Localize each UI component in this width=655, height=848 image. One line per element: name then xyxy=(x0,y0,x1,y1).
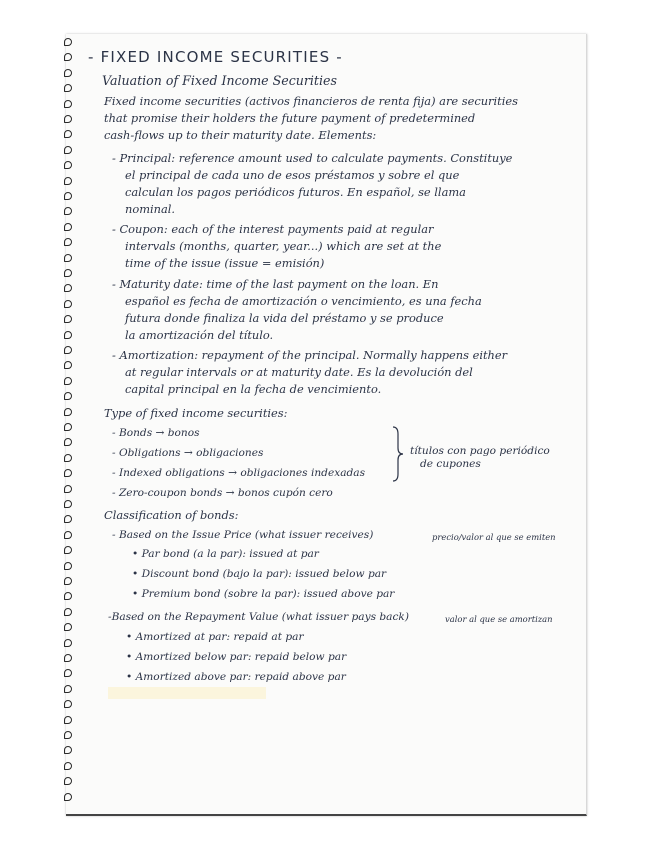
brace-note-line: títulos con pago periódico xyxy=(410,445,550,457)
issue-price-note: precio/valor al que se emiten xyxy=(432,532,556,542)
issue-price-label: - Based on the Issue Price (what issuer receives) xyxy=(112,529,374,541)
spiral-ring xyxy=(64,562,72,570)
element-principal-line: - Principal: reference amount used to calculate payments. Constituye xyxy=(112,151,513,165)
spiral-ring xyxy=(64,731,72,739)
element-principal-line: nominal. xyxy=(125,202,176,216)
element-coupon-line: - Coupon: each of the interest payments paid at regular xyxy=(112,222,434,236)
spiral-ring xyxy=(64,130,72,138)
element-amortization-line: capital principal en la fecha de vencimiento. xyxy=(125,382,382,396)
spiral-ring xyxy=(64,500,72,508)
spiral-ring xyxy=(64,69,72,77)
issue-price-item: • Premium bond (sobre la par): issued above par xyxy=(132,588,395,600)
spiral-ring xyxy=(64,254,72,262)
issue-price-item: • Discount bond (bajo la par): issued below par xyxy=(132,568,387,580)
element-maturity-line: la amortización del título. xyxy=(125,328,274,342)
repayment-item: • Amortized below par: repaid below par xyxy=(126,651,347,663)
spiral-ring xyxy=(64,793,72,801)
spiral-ring xyxy=(64,300,72,308)
type-item: - Indexed obligations → obligaciones indexadas xyxy=(112,467,366,479)
type-item: - Zero-coupon bonds → bonos cupón cero xyxy=(112,487,333,499)
repayment-item: • Amortized above par: repaid above par xyxy=(126,671,346,683)
spiral-ring xyxy=(64,331,72,339)
type-item: - Obligations → obligaciones xyxy=(112,447,264,459)
spiral-ring xyxy=(64,438,72,446)
spiral-ring xyxy=(64,392,72,400)
spiral-ring xyxy=(64,746,72,754)
intro-line: that promise their holders the future payment of predetermined xyxy=(104,111,476,125)
repayment-item: • Amortized at par: repaid at par xyxy=(126,631,304,643)
spiral-ring xyxy=(64,592,72,600)
spiral-ring xyxy=(64,485,72,493)
spiral-ring xyxy=(64,361,72,369)
repayment-label: -Based on the Repayment Value (what issuer pays back) xyxy=(108,611,409,623)
spiral-binding xyxy=(64,38,74,808)
spiral-ring xyxy=(64,454,72,462)
spiral-ring xyxy=(64,269,72,277)
classification-heading: Classification of bonds: xyxy=(104,508,239,522)
section-heading: Valuation of Fixed Income Securities xyxy=(102,73,337,88)
spiral-ring xyxy=(64,53,72,61)
spiral-ring xyxy=(64,685,72,693)
element-principal-line: calculan los pagos periódicos futuros. En español, se llama xyxy=(125,185,466,199)
spiral-ring xyxy=(64,639,72,647)
spiral-ring xyxy=(64,608,72,616)
spiral-ring xyxy=(64,346,72,354)
element-principal-line: el principal de cada uno de esos préstamos y sobre el que xyxy=(125,168,460,182)
repayment-note: valor al que se amortizan xyxy=(445,614,553,624)
spiral-ring xyxy=(64,762,72,770)
types-heading: Type of fixed income securities: xyxy=(104,406,288,420)
page-title: - FIXED INCOME SECURITIES - xyxy=(88,48,343,66)
spiral-ring xyxy=(64,161,72,169)
spiral-ring xyxy=(64,315,72,323)
spiral-ring xyxy=(64,531,72,539)
spiral-ring xyxy=(64,423,72,431)
element-maturity-line: futura donde finaliza la vida del préstamo y se produce xyxy=(125,311,444,325)
element-maturity-line: español es fecha de amortización o vencimiento, es una fecha xyxy=(125,294,482,308)
element-coupon-line: intervals (months, quarter, year...) which are set at the xyxy=(125,239,442,253)
spiral-ring xyxy=(64,469,72,477)
spiral-ring xyxy=(64,284,72,292)
spiral-ring xyxy=(64,669,72,677)
spiral-ring xyxy=(64,38,72,46)
brace-note-line: de cupones xyxy=(420,458,481,470)
element-maturity-line: - Maturity date: time of the last payment on the loan. En xyxy=(112,277,439,291)
intro-line: Fixed income securities (activos financieros de renta fija) are securities xyxy=(104,94,518,108)
spiral-ring xyxy=(64,192,72,200)
spiral-ring xyxy=(64,84,72,92)
issue-price-item: • Par bond (a la par): issued at par xyxy=(132,548,319,560)
element-coupon-line: time of the issue (issue = emisión) xyxy=(125,256,325,270)
intro-line: cash-flows up to their maturity date. Elements: xyxy=(104,128,377,142)
spiral-ring xyxy=(64,100,72,108)
curly-brace xyxy=(392,426,404,482)
spiral-ring xyxy=(64,115,72,123)
spiral-ring xyxy=(64,238,72,246)
spiral-ring xyxy=(64,146,72,154)
spiral-ring xyxy=(64,546,72,554)
spiral-ring xyxy=(64,700,72,708)
spiral-ring xyxy=(64,777,72,785)
spiral-ring xyxy=(64,623,72,631)
element-amortization-line: at regular intervals or at maturity date. Es la devolución del xyxy=(125,365,473,379)
spiral-ring xyxy=(64,654,72,662)
spiral-ring xyxy=(64,223,72,231)
spiral-ring xyxy=(64,716,72,724)
highlighter-mark xyxy=(108,687,266,699)
spiral-ring xyxy=(64,408,72,416)
spiral-ring xyxy=(64,207,72,215)
spiral-ring xyxy=(64,577,72,585)
spiral-ring xyxy=(64,515,72,523)
spiral-ring xyxy=(64,177,72,185)
type-item: - Bonds → bonos xyxy=(112,427,200,439)
element-amortization-line: - Amortization: repayment of the principal. Normally happens either xyxy=(112,348,508,362)
spiral-ring xyxy=(64,377,72,385)
